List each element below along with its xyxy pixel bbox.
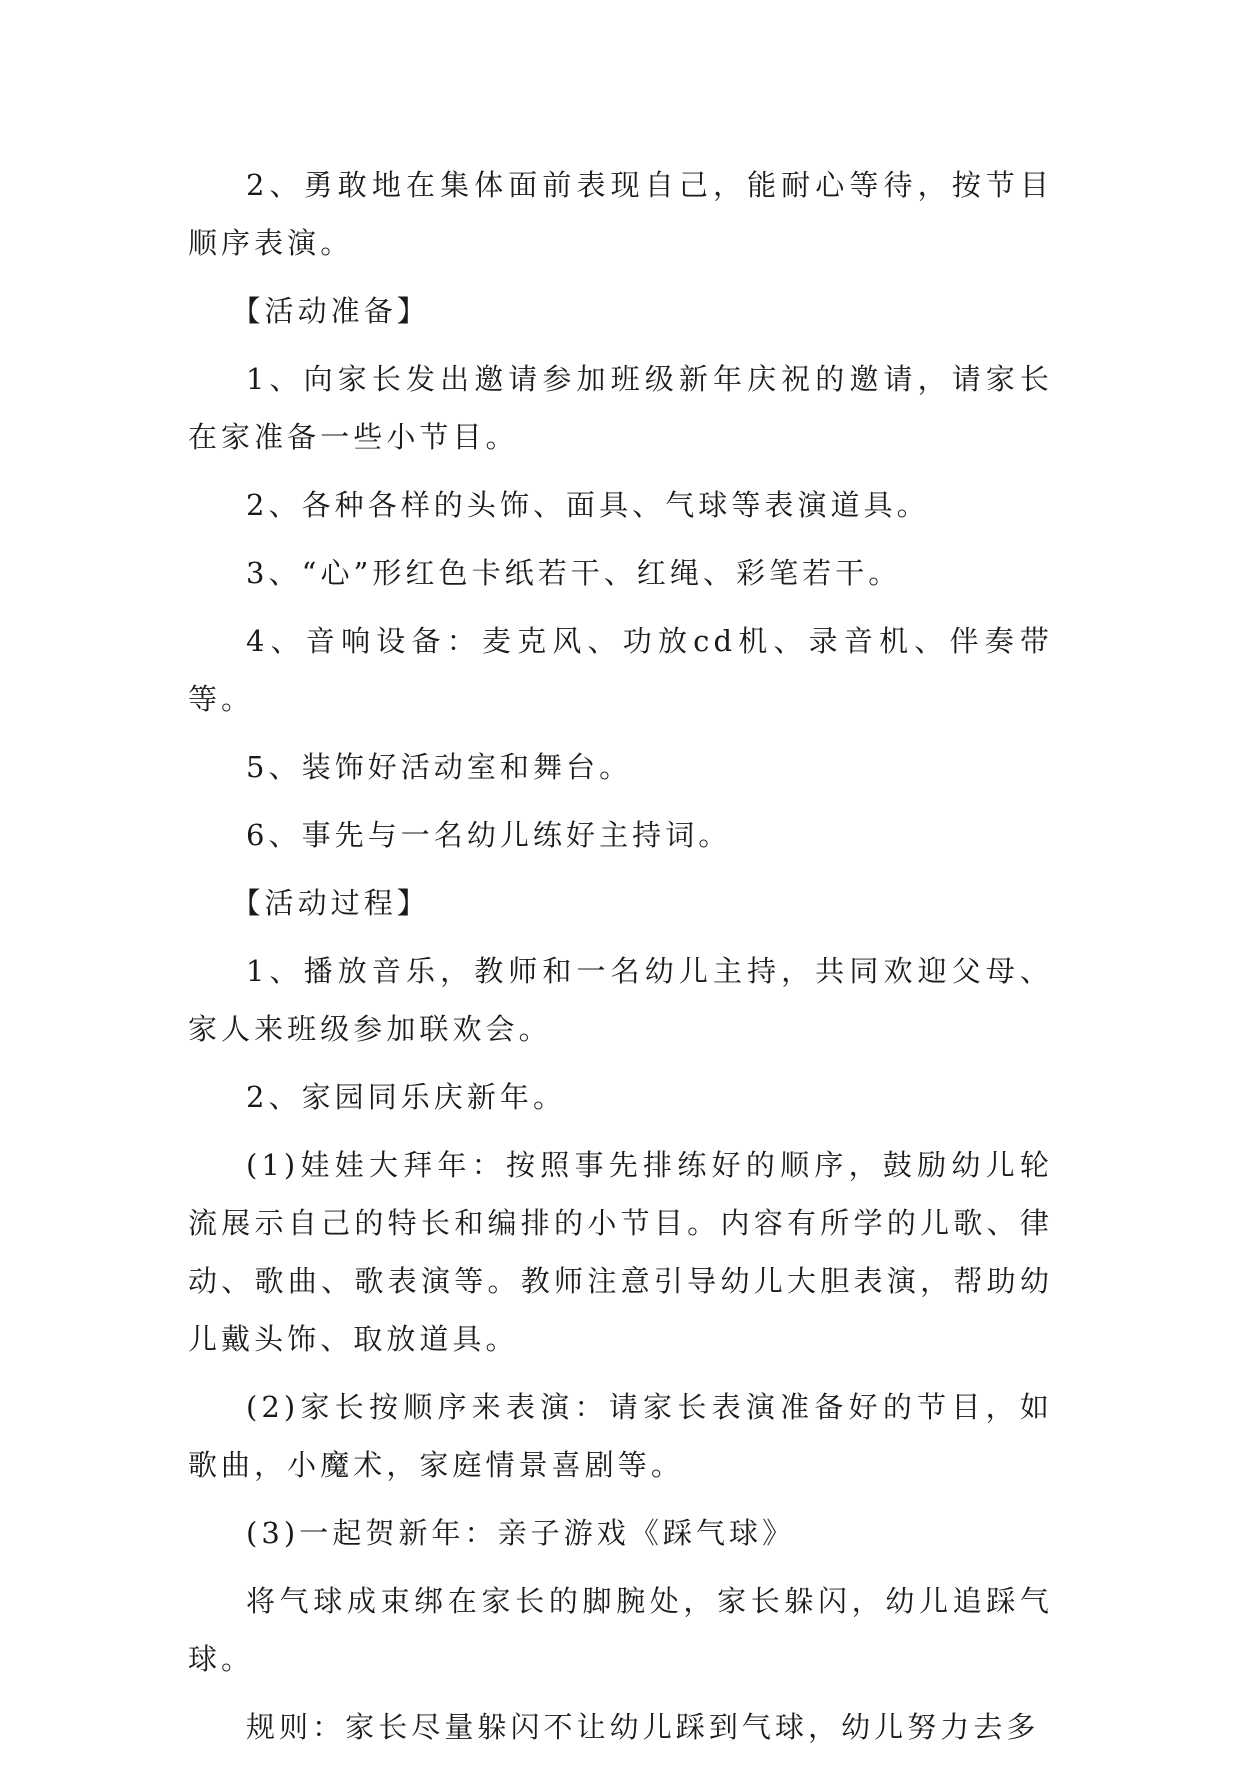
paragraph-prep-1: 1、向家长发出邀请参加班级新年庆祝的邀请，请家长在家准备一些小节目。 [188, 362, 1053, 454]
document-page [188, 156, 1053, 1766]
section-heading-process: 【活动过程】 [231, 886, 430, 920]
paragraph-process-2-3: (3)一起贺新年：亲子游戏《踩气球》 [246, 1516, 796, 1550]
paragraph-prep-2: 2、各种各样的头饰、面具、气球等表演道具。 [246, 488, 930, 522]
paragraph-prep-3: 3、“心”形红色卡纸若干、红绳、彩笔若干。 [246, 556, 902, 590]
section-heading-preparation: 【活动准备】 [231, 294, 430, 328]
paragraph-prep-5: 5、装饰好活动室和舞台。 [246, 750, 633, 784]
paragraph-game-rules: 规则：家长尽量躲闪不让幼儿踩到气球，幼儿努力去多 [246, 1710, 1040, 1744]
paragraph-process-1: 1、播放音乐，教师和一名幼儿主持，共同欢迎父母、家人来班级参加联欢会。 [188, 954, 1053, 1046]
paragraph-prep-4: 4、音响设备：麦克风、功放cd机、录音机、伴奏带等。 [188, 624, 1053, 716]
paragraph-goal-2: 2、勇敢地在集体面前表现自己，能耐心等待，按节目顺序表演。 [188, 168, 1053, 260]
paragraph-prep-6: 6、事先与一名幼儿练好主持词。 [246, 818, 732, 852]
paragraph-process-2-2: (2)家长按顺序来表演：请家长表演准备好的节目，如歌曲，小魔术，家庭情景喜剧等。 [188, 1390, 1053, 1482]
paragraph-process-2-1: (1)娃娃大拜年：按照事先排练好的顺序，鼓励幼儿轮流展示自己的特长和编排的小节目。内容有所学的儿歌、律动、歌曲、歌表演等。教师注意引导幼儿大胆表演，帮助幼儿戴头饰、取放道具。 [188, 1148, 1053, 1356]
paragraph-game-description: 将气球成束绑在家长的脚腕处，家长躲闪，幼儿追踩气球。 [188, 1584, 1053, 1676]
paragraph-process-2: 2、家园同乐庆新年。 [246, 1080, 567, 1114]
